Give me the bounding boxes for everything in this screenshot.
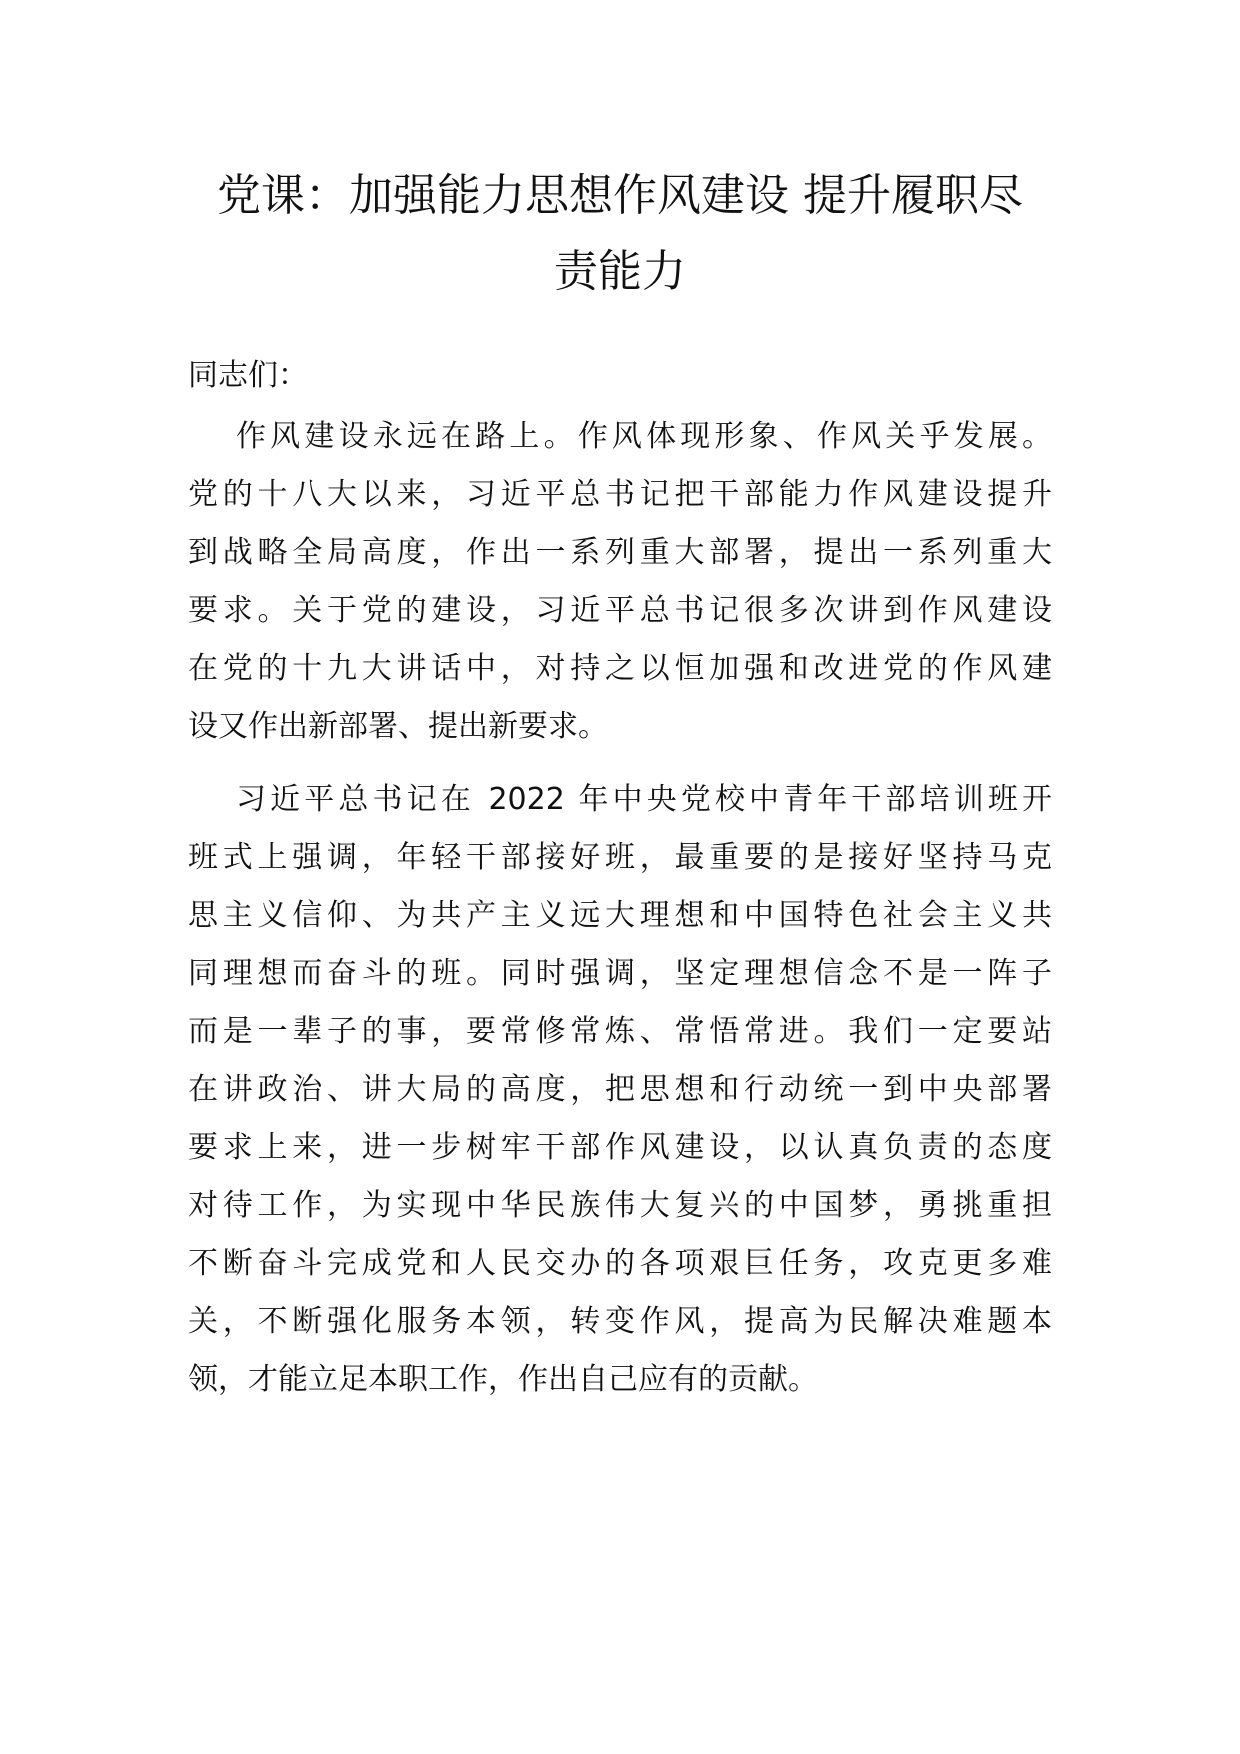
paragraph-2-line: 班式上强调，年轻干部接好班，最重要的是接好坚持马克 (188, 840, 1052, 875)
paragraph-1-line: 在党的十九大讲话中，对持之以恒加强和改进党的作风建 (188, 651, 1052, 686)
paragraph-2-line: 在讲政治、讲大局的高度，把思想和行动统一到中央部署 (188, 1072, 1052, 1107)
paragraph-1-line: 党的十八大以来，习近平总书记把干部能力作风建设提升 (188, 477, 1052, 512)
paragraph-1-line: 作风建设永远在路上。作风体现形象、作风关乎发展。 (236, 419, 1052, 454)
paragraph-2-line: 同理想而奋斗的班。同时强调，坚定理想信念不是一阵子 (188, 956, 1052, 991)
document-title-line-2: 责能力 (554, 246, 686, 297)
paragraph-2-line: 而是一辈子的事，要常修常炼、常悟常进。我们一定要站 (188, 1014, 1052, 1049)
paragraph-2-line: 领，才能立足本职工作，作出自己应有的贡献。 (188, 1362, 818, 1397)
paragraph-2-line: 习近平总书记在 2022 年中央党校中青年干部培训班开 (236, 782, 1052, 817)
paragraph-2-line: 对待工作，为实现中华民族伟大复兴的中国梦，勇挑重担 (188, 1188, 1052, 1223)
paragraph-2-line: 不断奋斗完成党和人民交办的各项艰巨任务，攻克更多难 (188, 1246, 1052, 1281)
paragraph-2-line: 要求上来，进一步树牢干部作风建设，以认真负责的态度 (188, 1130, 1052, 1165)
document-title-line-1: 党课：加强能力思想作风建设 提升履职尽 (217, 170, 1023, 221)
paragraph-2-line: 思主义信仰、为共产主义远大理想和中国特色社会主义共 (188, 898, 1052, 933)
paragraph-1-line: 设又作出新部署、提出新要求。 (188, 709, 608, 744)
paragraph-2-line: 关，不断强化服务本领，转变作风，提高为民解决难题本 (188, 1304, 1052, 1339)
salutation: 同志们： (188, 358, 308, 393)
paragraph-1-line: 要求。关于党的建设，习近平总书记很多次讲到作风建设 (188, 593, 1052, 628)
paragraph-1-line: 到战略全局高度，作出一系列重大部署，提出一系列重大 (188, 535, 1052, 570)
